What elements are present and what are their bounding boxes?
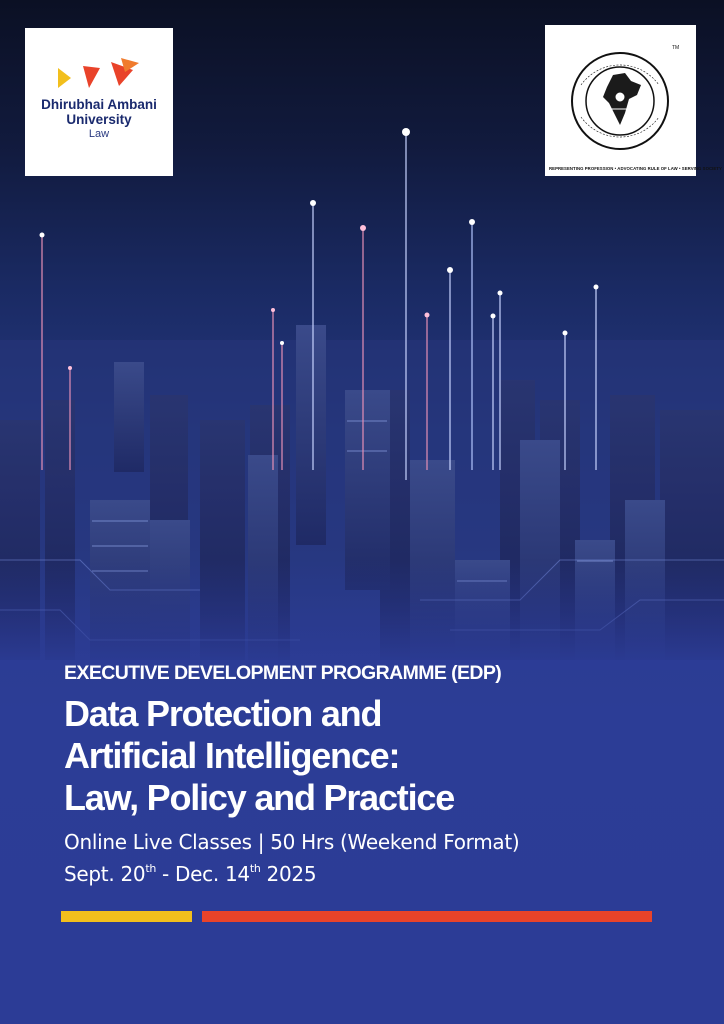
accent-bar-red	[202, 911, 652, 922]
dau-flame-icon	[25, 28, 173, 98]
inala-logo-card	[545, 25, 722, 176]
dau-logo-card	[25, 28, 173, 176]
date-start-suffix: th	[145, 862, 156, 875]
accent-bar-yellow	[61, 911, 192, 922]
dau-name-line1: Dhirubhai Ambani	[41, 97, 157, 112]
date-end-suffix: th	[249, 862, 261, 875]
title-line-2: Artificial Intelligence:	[64, 735, 400, 776]
programme-title	[64, 693, 454, 819]
dau-sub-label: Law	[88, 128, 110, 140]
date-start: Sept. 20	[64, 862, 146, 886]
title-line-1: Data Protection and	[64, 693, 382, 734]
programme-label: EXECUTIVE DEVELOPMENT PROGRAMME (EDP)	[64, 662, 502, 684]
date-separator-end: - Dec. 14	[156, 862, 250, 886]
date-year: 2025	[260, 862, 317, 886]
inala-emblem-icon	[545, 25, 722, 176]
title-line-3: Law, Policy and Practice	[64, 777, 455, 818]
inala-tagline: REPRESENTING PROFESSION • ADVOCATING RULE OF LAW • SERVING SOCIETY	[549, 166, 722, 171]
programme-format: Online Live Classes | 50 Hrs (Weekend Format)	[64, 830, 520, 854]
programme-dates	[64, 862, 316, 886]
dau-name-line2: University	[66, 112, 132, 127]
svg-text:TM: TM	[672, 45, 680, 51]
